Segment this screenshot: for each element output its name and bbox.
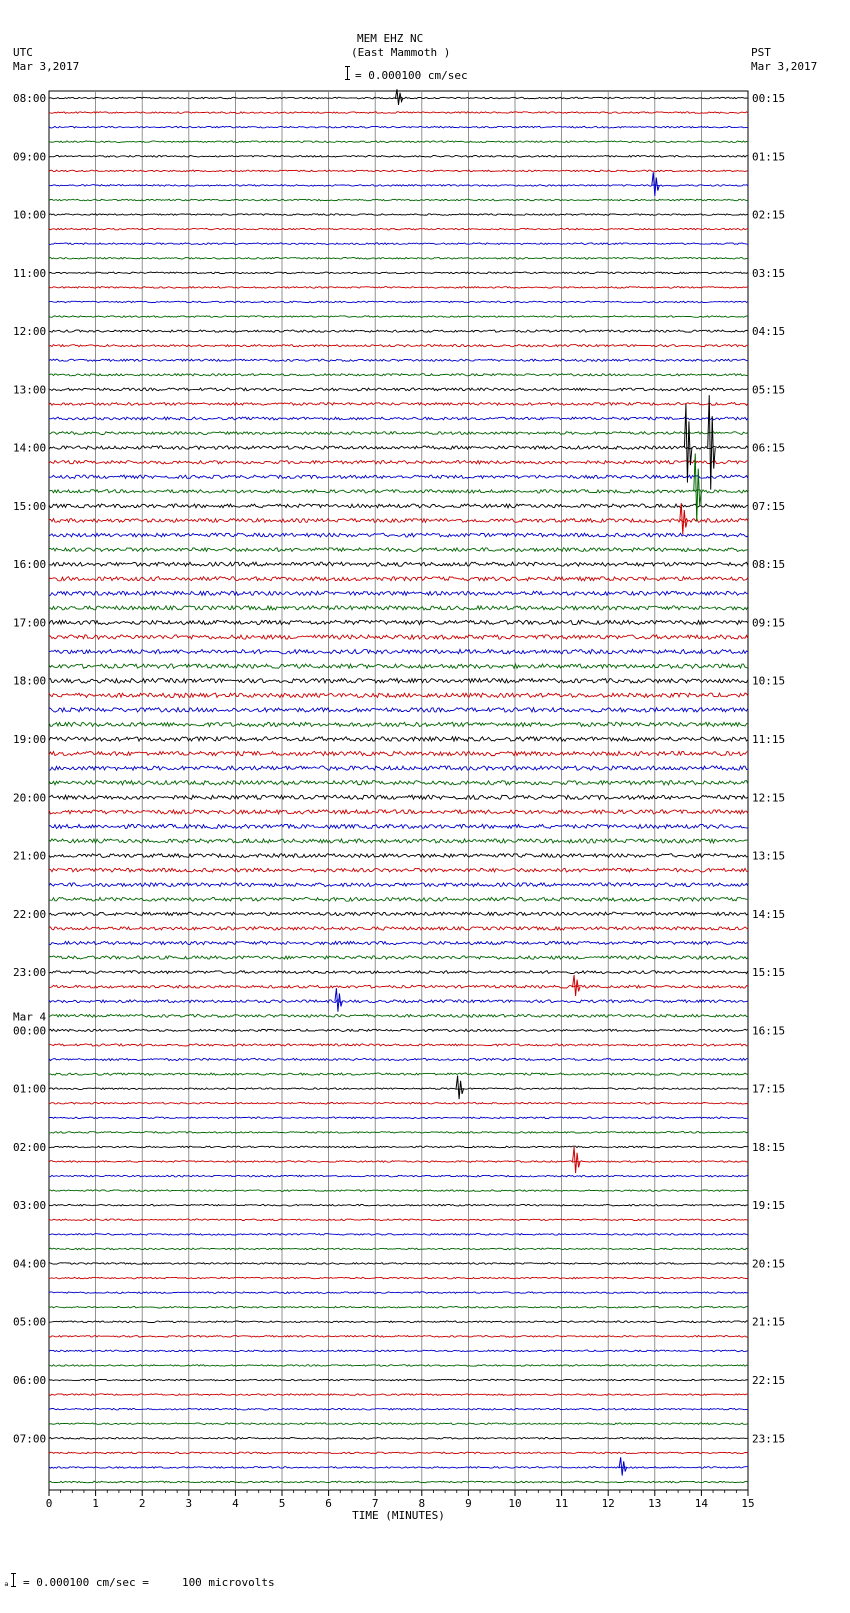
seismic-event-spike [694, 453, 702, 521]
seismic-trace [49, 170, 748, 172]
utc-hour-label: 03:00 [13, 1199, 47, 1213]
seismic-trace [49, 1263, 748, 1265]
seismic-trace [49, 1073, 748, 1075]
seismic-trace [49, 1058, 748, 1060]
seismic-trace [49, 1277, 748, 1279]
seismic-trace [49, 927, 748, 930]
seismic-trace [49, 883, 748, 887]
pst-hour-label: 03:15 [752, 266, 786, 280]
pst-hour-label: 11:15 [752, 733, 786, 747]
utc-hour-label: 07:00 [13, 1432, 47, 1446]
seismic-trace [49, 897, 748, 901]
seismic-trace [49, 359, 748, 361]
utc-hour-label: 18:00 [13, 674, 47, 688]
seismic-trace [49, 1132, 748, 1134]
x-tick-label: 8 [418, 1497, 426, 1510]
seismic-trace [49, 693, 748, 697]
seismic-trace [49, 1014, 748, 1017]
utc-hour-label: 19:00 [13, 733, 47, 747]
x-tick-label: 14 [694, 1497, 709, 1510]
utc-hour-label: 13:00 [13, 383, 47, 397]
seismic-trace [49, 1394, 748, 1396]
seismic-trace [49, 388, 748, 391]
utc-hour-label: 20:00 [13, 791, 47, 805]
utc-hour-label: 10:00 [13, 208, 47, 222]
seismic-trace [49, 1350, 748, 1352]
utc-hour-label: 14:00 [13, 441, 47, 455]
pst-hour-label: 12:15 [752, 791, 786, 805]
left-date: Mar 3,2017 [13, 60, 80, 73]
seismic-trace [49, 316, 748, 318]
seismic-trace [49, 374, 748, 376]
seismic-trace [49, 591, 748, 595]
x-tick-label: 0 [45, 1497, 53, 1510]
seismic-trace [49, 1204, 748, 1206]
seismic-trace [49, 1219, 748, 1221]
x-axis-label: TIME (MINUTES) [352, 1509, 445, 1522]
x-tick-label: 7 [371, 1497, 379, 1510]
seismic-trace [49, 1000, 748, 1003]
pst-hour-label: 16:15 [752, 1024, 786, 1038]
seismic-trace [49, 1117, 748, 1119]
utc-hour-label: 21:00 [13, 849, 47, 863]
seismic-trace [49, 548, 748, 552]
x-tick-label: 11 [554, 1497, 569, 1510]
seismic-trace [49, 1423, 748, 1425]
seismic-trace [49, 185, 748, 187]
scale-bar-label: = 0.000100 cm/sec [355, 69, 468, 82]
seismic-trace [49, 446, 748, 449]
seismic-trace [49, 156, 748, 158]
x-tick-label: 2 [138, 1497, 146, 1510]
seismic-trace [49, 810, 748, 814]
utc-hour-label: 04:00 [13, 1257, 47, 1271]
pst-hour-label: 07:15 [752, 499, 786, 513]
pst-hour-label: 05:15 [752, 383, 786, 397]
utc-hour-label: 16:00 [13, 558, 47, 572]
seismic-event-spike [684, 404, 692, 483]
seismic-event-spike [335, 988, 343, 1012]
seismic-trace [49, 345, 748, 347]
seismic-trace [49, 519, 748, 523]
seismic-trace [49, 737, 748, 741]
right-timezone: PST [751, 46, 771, 59]
footer-scale-icon: ₐ [3, 1576, 10, 1589]
seismic-trace [49, 839, 748, 843]
seismic-trace [49, 1336, 748, 1338]
seismic-trace [49, 1044, 748, 1046]
seismic-trace [49, 722, 748, 726]
utc-hour-label: 08:00 [13, 92, 47, 105]
seismic-trace [49, 868, 748, 872]
pst-hour-label: 15:15 [752, 966, 786, 980]
seismic-trace [49, 214, 748, 216]
seismic-trace [49, 258, 748, 260]
seismic-trace [49, 97, 748, 99]
seismic-event-spike [708, 395, 716, 489]
pst-hour-label: 09:15 [752, 616, 786, 630]
seismic-trace [49, 795, 748, 799]
pst-hour-label: 19:15 [752, 1199, 786, 1213]
seismic-trace [49, 649, 748, 653]
seismic-event-spike [573, 1147, 581, 1173]
utc-hour-label: 05:00 [13, 1315, 47, 1329]
utc-hour-label: 02:00 [13, 1140, 47, 1154]
seismic-trace [49, 1161, 748, 1163]
seismic-trace [49, 985, 748, 988]
seismic-trace [49, 854, 748, 858]
seismic-trace [49, 562, 748, 566]
seismic-event-spike [456, 1076, 464, 1100]
left-timezone: UTC [13, 46, 33, 59]
pst-hour-label: 06:15 [752, 441, 786, 455]
seismic-trace [49, 1481, 748, 1483]
seismic-trace [49, 141, 748, 143]
footer-scale-cap-bottom [11, 1586, 16, 1587]
pst-hour-label: 10:15 [752, 674, 786, 688]
seismic-trace [49, 432, 748, 435]
seismic-trace [49, 504, 748, 508]
footer-scale-label: = 0.000100 cm/sec = 100 microvolts [23, 1576, 275, 1589]
utc-date-change-label: Mar 4 [13, 1010, 47, 1024]
pst-hour-label: 20:15 [752, 1257, 786, 1271]
seismic-trace [49, 606, 748, 610]
seismic-trace [49, 1306, 748, 1308]
seismic-trace [49, 1175, 748, 1177]
seismic-trace [49, 461, 748, 464]
seismic-trace [49, 635, 748, 639]
pst-hour-label: 00:15 [752, 92, 786, 105]
seismic-trace [49, 199, 748, 201]
utc-hour-label: 15:00 [13, 499, 47, 513]
x-tick-label: 12 [601, 1497, 615, 1510]
pst-hour-label: 04:15 [752, 325, 786, 339]
utc-hour-label: 11:00 [13, 266, 47, 280]
seismic-trace [49, 1146, 748, 1148]
pst-hour-label: 01:15 [752, 150, 786, 164]
footer-scale-bar [13, 1573, 14, 1587]
seismic-trace [49, 679, 748, 683]
seismic-trace [49, 475, 748, 478]
utc-hour-label: 22:00 [13, 907, 47, 921]
seismic-trace [49, 126, 748, 128]
x-tick-label: 1 [92, 1497, 99, 1510]
seismic-trace [49, 1438, 748, 1440]
pst-hour-label: 08:15 [752, 558, 786, 572]
seismic-trace [49, 766, 748, 770]
seismic-trace [49, 1452, 748, 1454]
seismic-trace [49, 912, 748, 915]
seismic-trace [49, 228, 748, 230]
x-tick-label: 15 [741, 1497, 755, 1510]
seismic-trace [49, 971, 748, 974]
seismic-trace [49, 1248, 748, 1250]
seismic-trace [49, 1321, 748, 1323]
plot-frame [49, 91, 748, 1490]
x-tick-label: 9 [465, 1497, 472, 1510]
x-tick-label: 6 [325, 1497, 332, 1510]
seismic-event-spike [619, 1457, 627, 1475]
utc-hour-label: 23:00 [13, 966, 47, 980]
seismic-trace [49, 1029, 748, 1031]
seismic-trace [49, 533, 748, 537]
pst-hour-label: 13:15 [752, 849, 786, 863]
seismic-trace [49, 620, 748, 624]
pst-hour-label: 22:15 [752, 1374, 786, 1388]
pst-hour-label: 21:15 [752, 1315, 786, 1329]
seismic-trace [49, 1234, 748, 1236]
seismic-trace [49, 1408, 748, 1410]
right-date: Mar 3,2017 [751, 60, 818, 73]
utc-hour-label: 06:00 [13, 1374, 47, 1388]
seismic-trace [49, 272, 748, 274]
seismic-trace [49, 664, 748, 668]
pst-hour-label: 23:15 [752, 1432, 786, 1446]
seismic-trace [49, 1467, 748, 1469]
seismic-trace [49, 708, 748, 712]
seismic-trace [49, 1292, 748, 1294]
utc-hour-label: 09:00 [13, 150, 47, 164]
x-tick-label: 3 [185, 1497, 193, 1510]
seismic-trace [49, 287, 748, 289]
seismic-trace [49, 301, 748, 303]
utc-hour-label: 17:00 [13, 616, 47, 630]
seismic-trace [49, 577, 748, 581]
seismic-event-spike [652, 172, 660, 196]
seismic-trace [49, 751, 748, 755]
x-tick-label: 4 [232, 1497, 239, 1510]
pst-hour-label: 14:15 [752, 907, 786, 921]
utc-hour-label: 00:00 [13, 1024, 47, 1038]
seismic-trace [49, 417, 748, 420]
seismic-trace [49, 403, 748, 406]
seismic-trace [49, 941, 748, 944]
seismic-trace [49, 1379, 748, 1381]
pst-hour-label: 02:15 [752, 208, 786, 222]
footer-scale-cap-top [11, 1573, 16, 1574]
x-tick-label: 10 [508, 1497, 522, 1510]
seismic-trace [49, 330, 748, 332]
utc-hour-label: 01:00 [13, 1082, 47, 1096]
pst-hour-label: 17:15 [752, 1082, 786, 1096]
seismic-trace [49, 1102, 748, 1104]
seismic-trace [49, 1088, 748, 1090]
station-location: (East Mammoth ) [351, 46, 451, 59]
x-tick-label: 13 [648, 1497, 662, 1510]
seismic-trace [49, 824, 748, 828]
station-title: MEM EHZ NC [357, 32, 424, 45]
seismic-trace [49, 1365, 748, 1367]
seismic-trace [49, 956, 748, 959]
seismic-trace [49, 1190, 748, 1192]
seismic-trace [49, 243, 748, 245]
pst-hour-label: 18:15 [752, 1140, 786, 1154]
seismic-trace [49, 490, 748, 493]
seismic-trace [49, 112, 748, 114]
seismic-trace [49, 781, 748, 785]
x-tick-label: 5 [278, 1497, 286, 1510]
utc-hour-label: 12:00 [13, 325, 47, 339]
